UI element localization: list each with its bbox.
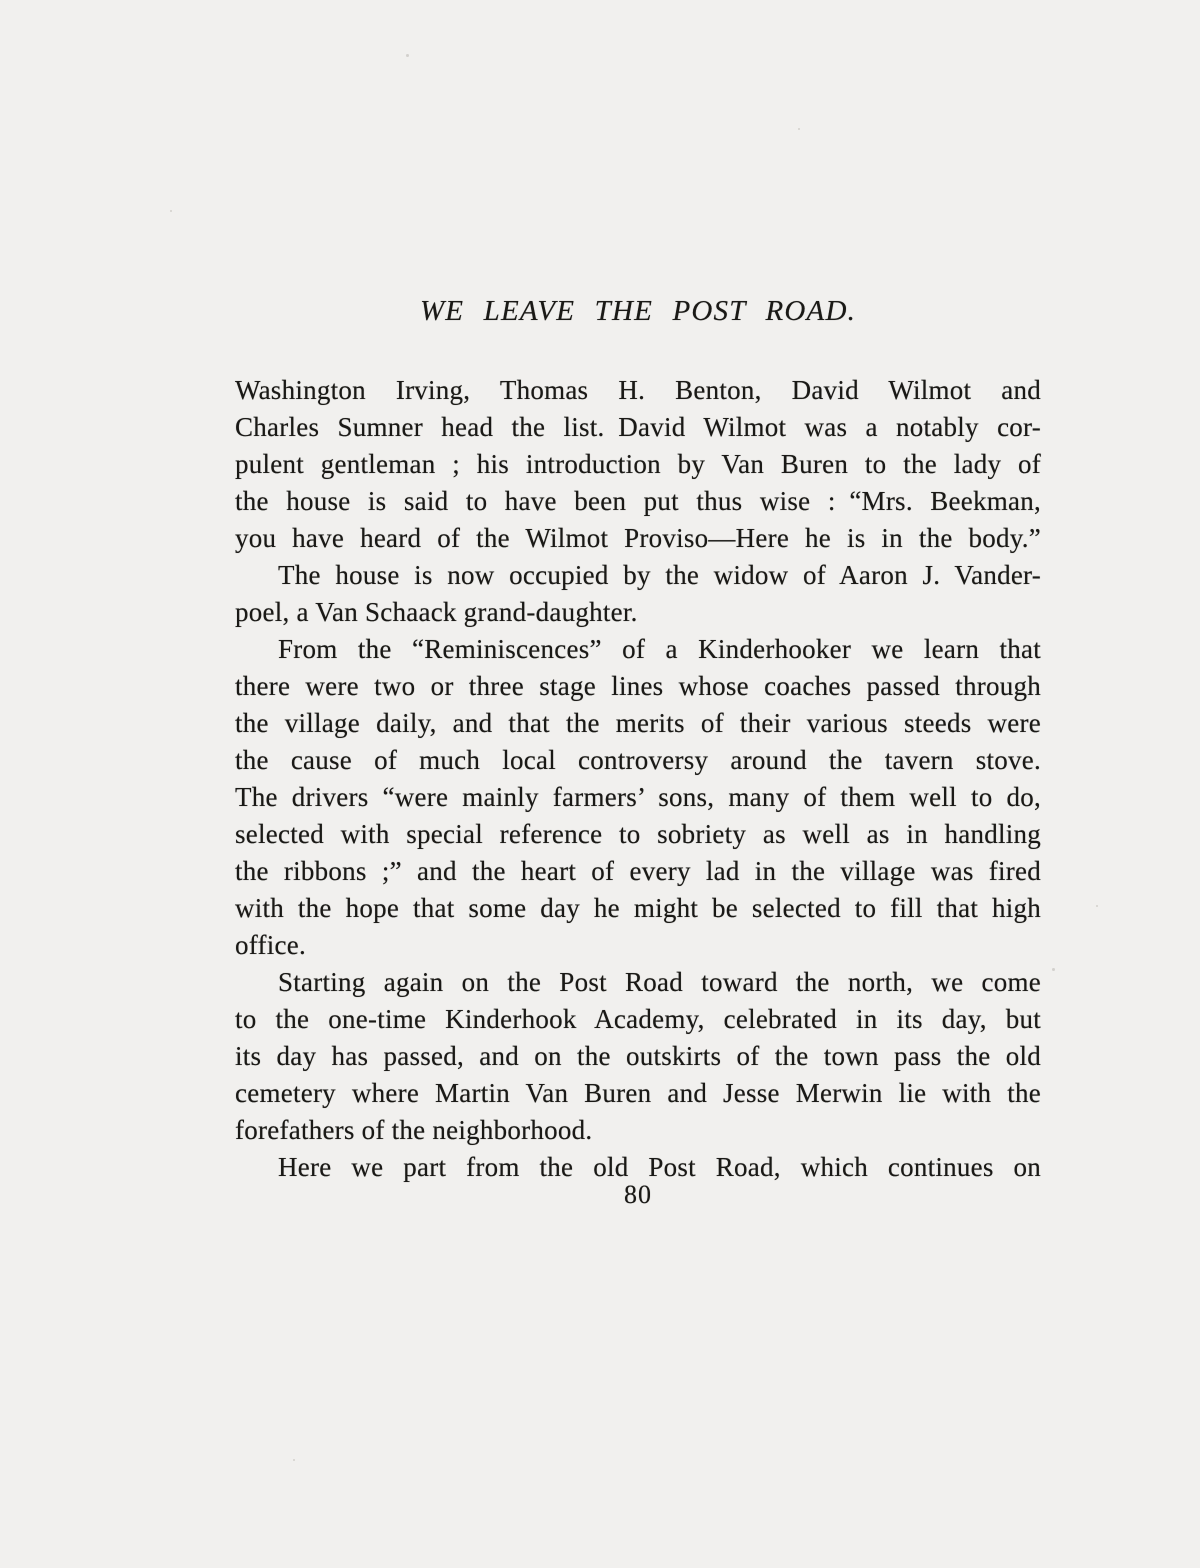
scan-speck	[293, 1459, 295, 1461]
scan-speck	[170, 210, 172, 212]
paragraph	[235, 631, 1041, 964]
text-line: the cause of much local controversy around the tavern stove.	[235, 745, 1041, 775]
text-line: the ribbons ;” and the heart of every lad in the village was fired	[235, 856, 1041, 886]
chapter-running-title: WE LEAVE THE POST ROAD.	[419, 295, 857, 327]
text-line: Charles Sumner head the list. David Wilmot was a notably cor-	[235, 412, 1041, 442]
text-line: Here we part from the old Post Road, which continues on	[278, 1152, 1041, 1182]
text-line: The house is now occupied by the widow of Aaron J. Vander-	[278, 560, 1041, 590]
text-line: selected with special reference to sobriety as well as in handling	[235, 819, 1041, 849]
paragraph	[235, 372, 1041, 557]
text-line: pulent gentleman ; his introduction by Van Buren to the lady of	[235, 449, 1041, 479]
paragraph	[235, 964, 1041, 1149]
text-line: there were two or three stage lines whose coaches passed through	[235, 671, 1041, 701]
page-number: 80	[624, 1180, 652, 1209]
text-line: Starting again on the Post Road toward the north, we come	[278, 967, 1041, 997]
text-line: the house is said to have been put thus wise : “Mrs. Beekman,	[235, 486, 1041, 516]
text-line: From the “Reminiscences” of a Kinderhooker we learn that	[278, 634, 1041, 664]
body-text	[235, 372, 1041, 1186]
text-line: the village daily, and that the merits of their various steeds were	[235, 708, 1041, 738]
text-line: Washington Irving, Thomas H. Benton, David Wilmot and	[235, 375, 1041, 405]
text-line: cemetery where Martin Van Buren and Jesse Merwin lie with the	[235, 1078, 1041, 1108]
text-line: forefathers of the neighborhood.	[235, 1115, 593, 1145]
text-line: you have heard of the Wilmot Proviso—Here he is in the body.”	[235, 523, 1041, 553]
text-line: office.	[235, 930, 306, 960]
text-line: its day has passed, and on the outskirts of the town pass the old	[235, 1041, 1041, 1071]
scan-speck	[1052, 968, 1055, 971]
text-line: poel, a Van Schaack grand-daughter.	[235, 597, 638, 627]
text-line: to the one-time Kinderhook Academy, celebrated in its day, but	[235, 1004, 1041, 1034]
page-content	[235, 295, 1041, 1186]
text-line: with the hope that some day he might be selected to fill that high	[235, 893, 1041, 923]
paragraph	[235, 557, 1041, 631]
scan-speck	[406, 54, 409, 57]
text-line: The drivers “were mainly farmers’ sons, many of them well to do,	[235, 782, 1041, 812]
scan-speck	[1096, 905, 1098, 907]
scan-speck	[798, 128, 800, 130]
